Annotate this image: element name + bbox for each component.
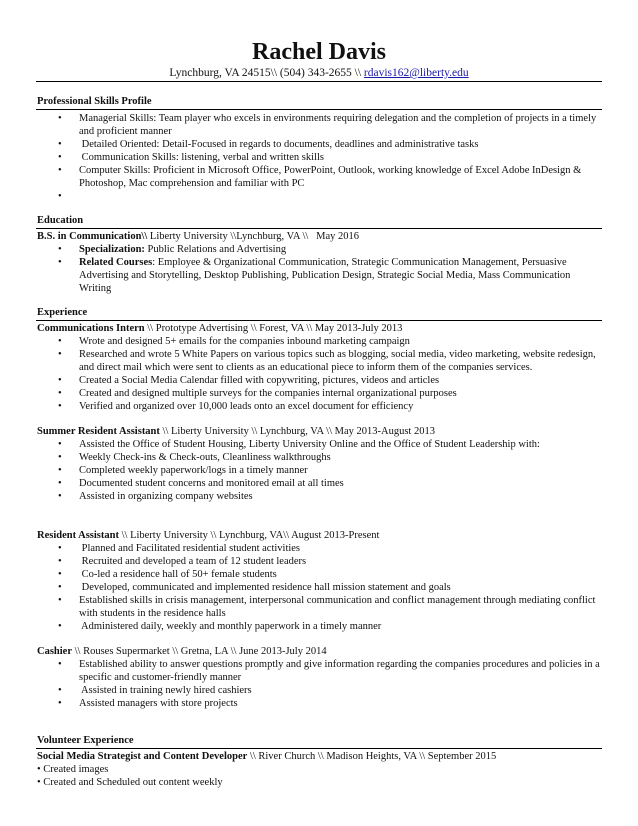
section-heading-education: Education	[37, 215, 84, 226]
job-duty-text: Assisted in training newly hired cashiers	[79, 685, 252, 696]
skill-text: Detailed Oriented: Detail-Focused in regards to documents, deadlines and administrative tasks	[79, 139, 479, 150]
candidate-name: Rachel Davis	[252, 39, 386, 65]
section-heading-skills: Professional Skills Profile	[37, 96, 152, 107]
bullet-glyph: •	[58, 349, 62, 360]
bullet-glyph: •	[58, 401, 62, 412]
volunteer-duty: • Created and Scheduled out content weekly	[37, 777, 223, 788]
job-duty-text: Created and designed multiple surveys for the companies internal organizational purposes	[79, 388, 457, 399]
degree-details: Liberty University \\Lynchburg, VA \\ May 2016	[147, 231, 360, 242]
job-title: Communications Intern	[37, 323, 145, 334]
section-heading-volunteer: Volunteer Experience	[37, 735, 134, 746]
job-duty-text: Researched and wrote 5 White Papers on various topics such as blogging, social media, video marketing, website redesign, and direct mail which were sent to clients as an educational piece to inform them of the companies services.	[79, 349, 596, 373]
job-duty-text: Established ability to answer questions promptly and give information regarding the companies procedures and policies in a specific and customer-friendly manner	[79, 659, 600, 683]
job-title-line	[37, 645, 603, 658]
skill-text: Managerial Skills: Team player who excels in environments requiring delegation and the completion of projects in a timely and proficient manner	[79, 113, 597, 137]
section-rule-experience	[36, 320, 602, 321]
job-title: Cashier	[37, 646, 72, 657]
job-details: \\ Liberty University \\ Lynchburg, VA\\ August 2013-Present	[118, 530, 380, 541]
section-rule-education	[36, 228, 602, 229]
education-text: Related Courses: Employee & Organizational Communication, Strategic Communication Management, Persuasive Advertising and Storytelling, Desktop Publishing, Publication Design, Strategic Social Media, Mass Communication Writing	[79, 257, 571, 294]
job-details: \\ Liberty University \\ Lynchburg, VA \\ May 2013-August 2013	[159, 426, 435, 437]
bullet-glyph: •	[58, 452, 62, 463]
job-duty-text: Documented student concerns and monitored email at all times	[79, 478, 344, 489]
volunteer-title-line	[37, 750, 603, 763]
degree-title: B.S. in Communication\\	[37, 231, 148, 242]
job-duty-text: Assisted managers with store projects	[79, 698, 238, 709]
job-duty-text: Created a Social Media Calendar filled with copywriting, pictures, videos and articles	[79, 375, 440, 386]
section-heading-experience: Experience	[37, 307, 88, 318]
bullet-glyph: •	[58, 165, 62, 176]
bullet-glyph: •	[58, 244, 62, 255]
bullet-glyph: •	[58, 465, 62, 476]
job-title: Resident Assistant	[37, 530, 119, 541]
bullet-glyph: •	[58, 439, 62, 450]
education-text: Specialization: Public Relations and Advertising	[79, 244, 287, 255]
job-duty-text: Planned and Facilitated residential student activities	[79, 543, 301, 554]
degree-line	[37, 230, 603, 243]
bullet-glyph: •	[58, 659, 62, 670]
bullet-glyph: •	[58, 375, 62, 386]
bullet-glyph: •	[58, 595, 62, 606]
job-details: \\ Rouses Supermarket \\ Gretna, LA \\ June 2013-July 2014	[72, 646, 327, 657]
skill-text: Communication Skills: listening, verbal and written skills	[79, 152, 324, 163]
bullet-glyph: •	[58, 336, 62, 347]
education-label: Related Courses	[79, 257, 153, 268]
job-duty-text: Weekly Check-ins & Check-outs, Cleanliness walkthroughs	[79, 452, 331, 463]
section-rule-volunteer	[36, 748, 602, 749]
job-duty-text: Assisted in organizing company websites	[79, 491, 253, 502]
job-duty-text: Co-led a residence hall of 50+ female students	[79, 569, 277, 580]
section-rule-skills	[36, 109, 602, 110]
bullet-glyph: •	[58, 478, 62, 489]
bullet-glyph: •	[58, 698, 62, 709]
skill-text: Computer Skills: Proficient in Microsoft Office, PowerPoint, Outlook, working knowledge of Excel Adobe InDesign & Photoshop, Mac comprehension and familiar with PC	[79, 165, 582, 189]
bullet-glyph: •	[58, 569, 62, 580]
job-duty-text: Completed weekly paperwork/logs in a timely manner	[79, 465, 308, 476]
job-duty-text: Recruited and developed a team of 12 student leaders	[79, 556, 307, 567]
bullet-glyph: •	[58, 257, 62, 268]
bullet-glyph: •	[58, 388, 62, 399]
bullet-glyph: •	[58, 685, 62, 696]
bullet-glyph: •	[58, 582, 62, 593]
job-details: \\ Prototype Advertising \\ Forest, VA \\ May 2013-July 2013	[144, 323, 403, 334]
bullet-glyph: •	[58, 113, 62, 124]
job-title-line	[37, 425, 603, 438]
job-duty-text: Wrote and designed 5+ emails for the companies inbound marketing campaign	[79, 336, 410, 347]
bullet-glyph: •	[58, 621, 62, 632]
bullet-glyph: •	[58, 556, 62, 567]
volunteer-details: \\ River Church \\ Madison Heights, VA \\ September 2015	[247, 751, 497, 762]
contact-details: Lynchburg, VA 24515\\ (504) 343-2655 \\	[169, 67, 364, 79]
bullet-glyph: •	[58, 152, 62, 163]
bullet-glyph: •	[58, 491, 62, 502]
header-divider	[36, 81, 602, 82]
bullet-glyph: •	[58, 191, 62, 202]
bullet-glyph: •	[58, 139, 62, 150]
contact-line	[0, 66, 638, 80]
volunteer-duty: • Created images	[37, 764, 109, 775]
job-duty-text: Verified and organized over 10,000 leads onto an excel document for efficiency	[79, 401, 414, 412]
volunteer-title: Social Media Strategist and Content Developer	[37, 751, 248, 762]
job-title: Summer Resident Assistant	[37, 426, 160, 437]
education-label: Specialization:	[79, 244, 145, 255]
job-title-line	[37, 529, 603, 542]
job-duty-text: Established skills in crisis management, interpersonal communication and conflict management through mediating conflict with students in the residence halls	[79, 595, 596, 619]
job-duty-text: Developed, communicated and implemented residence hall mission statement and goals	[79, 582, 451, 593]
job-duty-text: Administered daily, weekly and monthly paperwork in a timely manner	[79, 621, 382, 632]
email-link[interactable]: rdavis162@liberty.edu	[363, 67, 469, 79]
bullet-glyph: •	[58, 543, 62, 554]
job-title-line	[37, 322, 603, 335]
job-duty-text: Assisted the Office of Student Housing, Liberty University Online and the Office of Student Leadership with:	[79, 439, 540, 450]
